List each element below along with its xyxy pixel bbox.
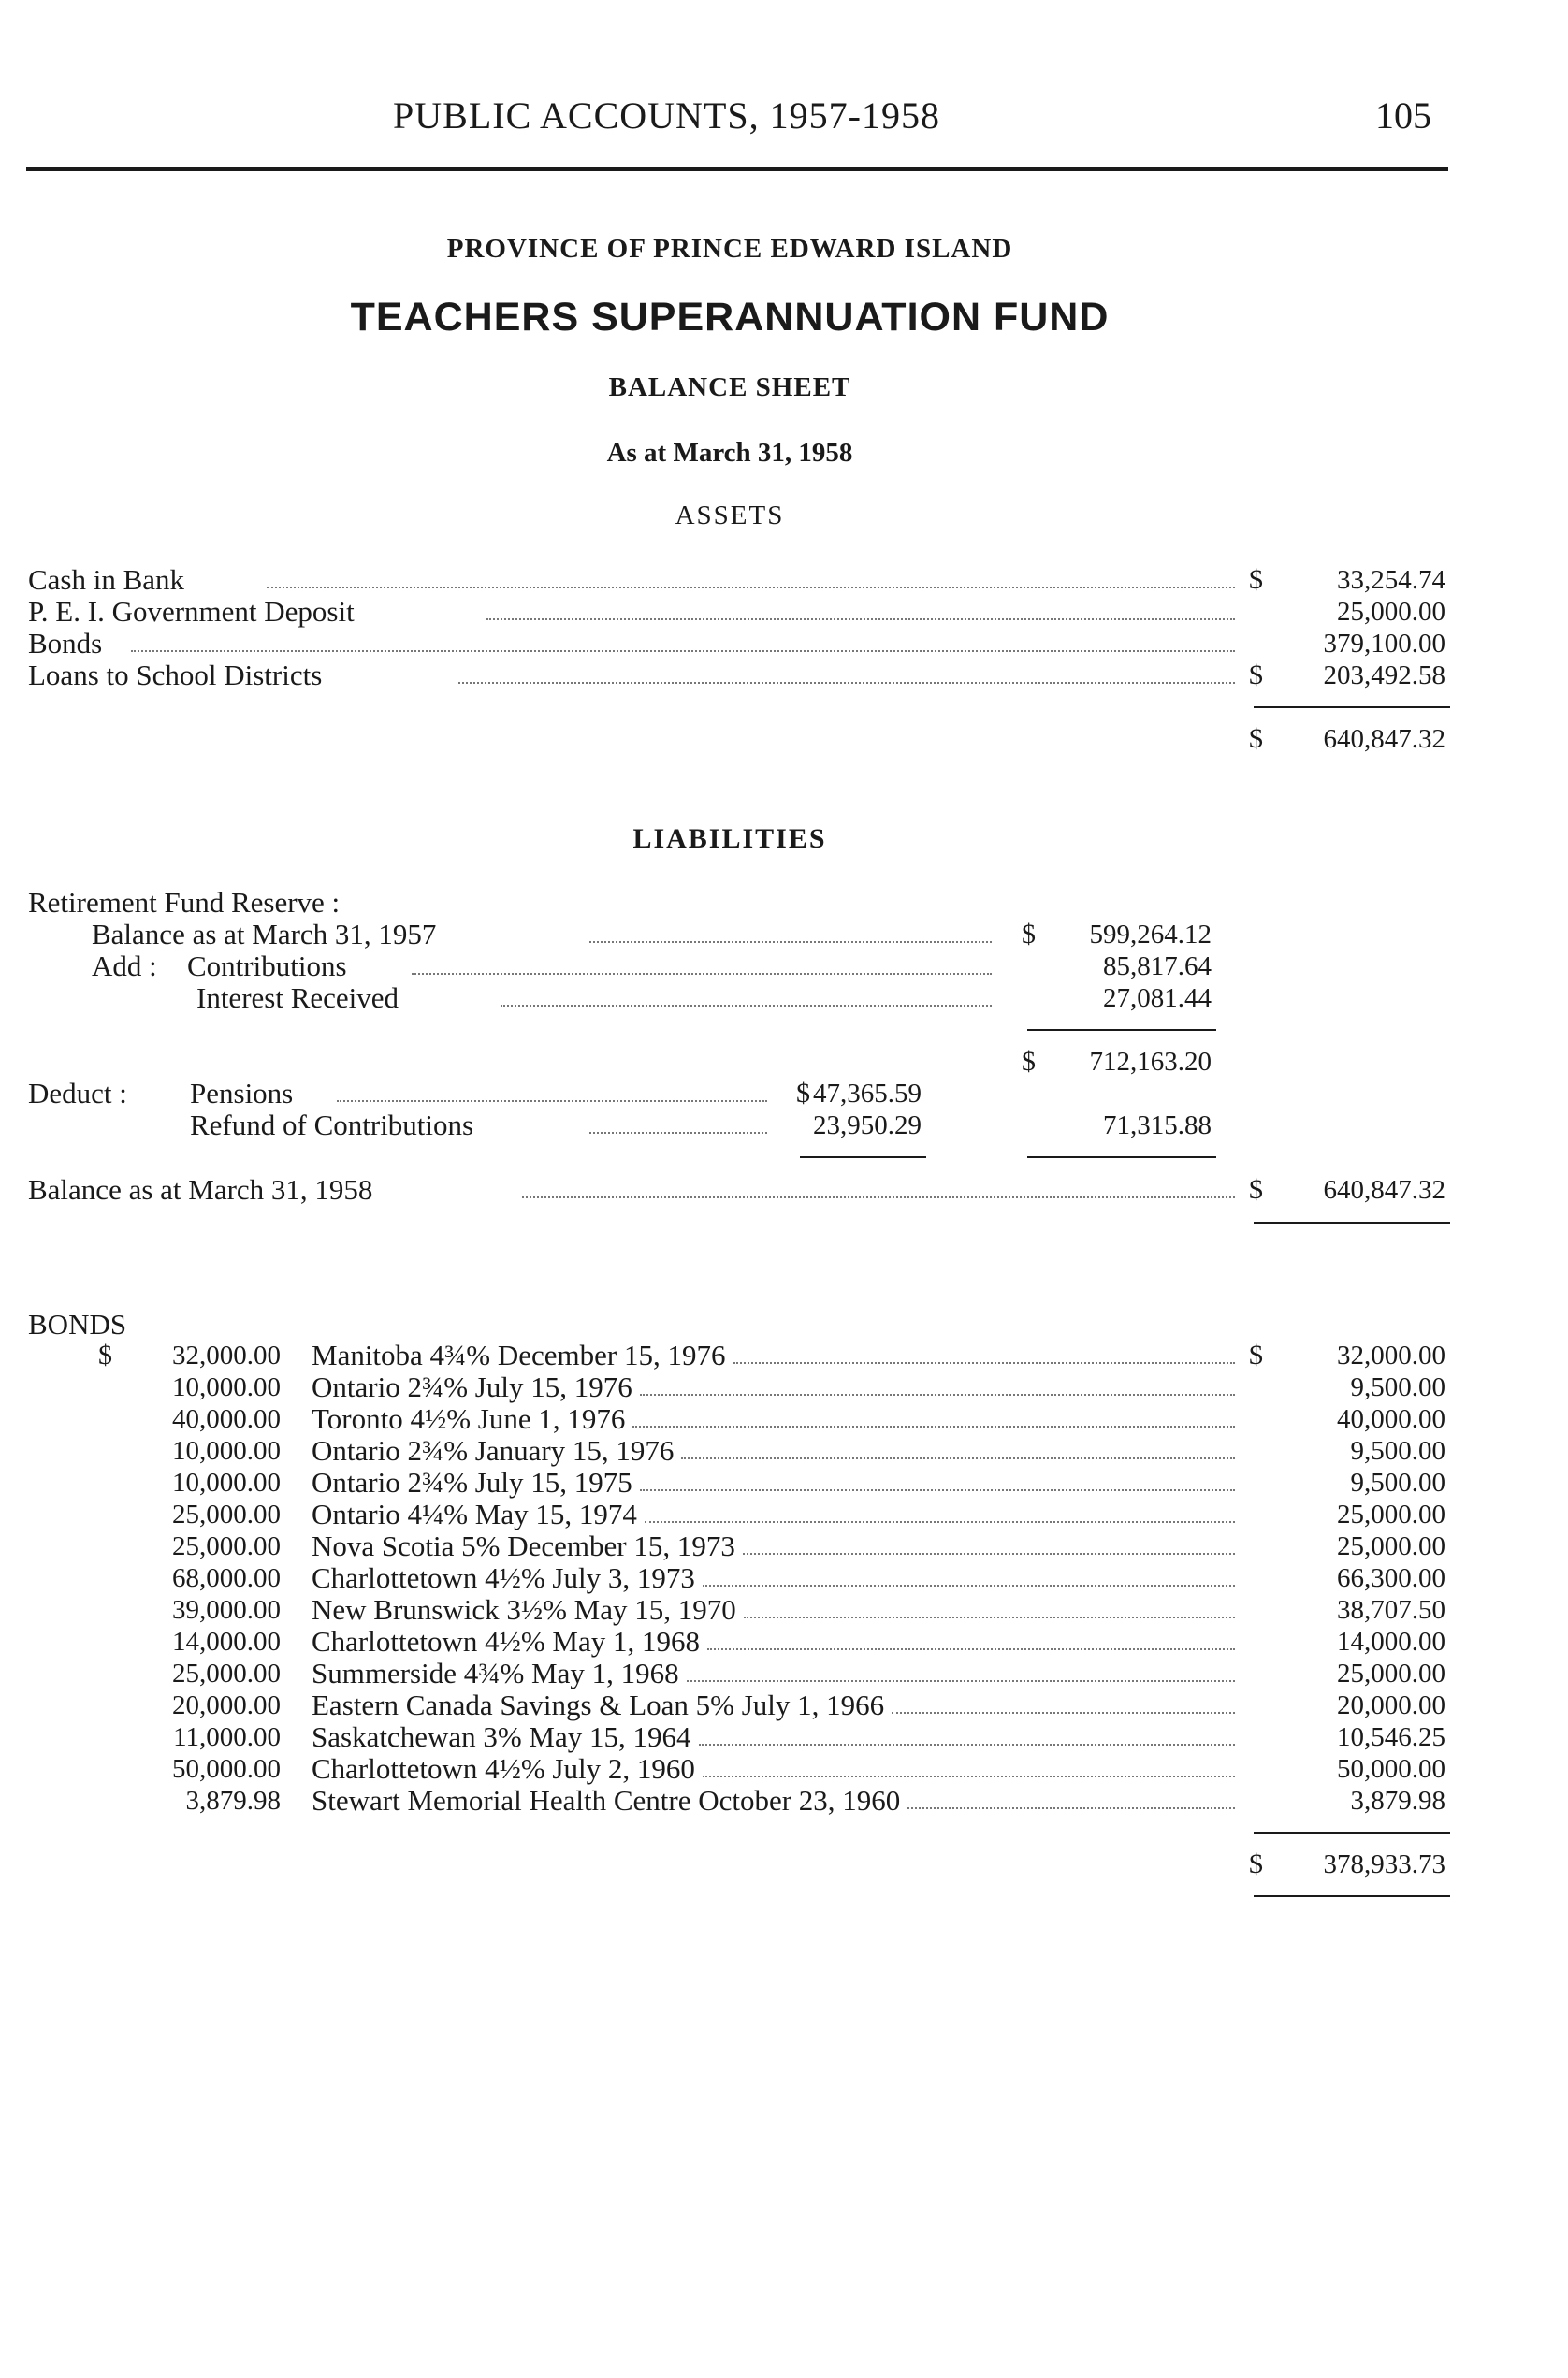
asset-amount: 25,000.00 — [1337, 597, 1445, 627]
deductions-total: 71,315.88 — [1103, 1110, 1212, 1140]
bond-description: Manitoba 4¾% December 15, 1976 — [312, 1339, 726, 1371]
as-at-date: As at March 31, 1958 — [606, 438, 853, 468]
page-number: 105 — [1375, 94, 1431, 137]
pensions-label: Pensions — [190, 1077, 294, 1109]
add-label: Add : — [92, 950, 157, 982]
bond-row — [0, 1721, 1568, 1753]
currency-sign: $ — [1249, 1340, 1263, 1370]
leader-dots — [632, 1426, 1235, 1428]
bond-row — [0, 1340, 1568, 1371]
asset-row — [0, 596, 1568, 628]
asset-label: Loans to School Districts — [28, 659, 323, 691]
interest-row — [0, 982, 1568, 1014]
subtotal-rule — [1254, 706, 1450, 708]
assets-total: 640,847.32 — [1323, 724, 1445, 754]
bond-row — [0, 1435, 1568, 1467]
total-rule — [1254, 1222, 1450, 1224]
bond-face-value: 68,000.00 — [172, 1563, 281, 1593]
balance-1957-amount: 599,264.12 — [1089, 920, 1212, 950]
bond-book-value: 14,000.00 — [1337, 1627, 1445, 1657]
leader-dots — [412, 973, 992, 975]
pensions-amount: 47,365.59 — [813, 1079, 922, 1109]
refund-row — [0, 1109, 1568, 1141]
leader-dots — [733, 1362, 1235, 1364]
leader-dots — [681, 1457, 1235, 1459]
leader-dots — [707, 1648, 1235, 1650]
subtotal-rule — [1027, 1156, 1216, 1158]
bond-book-value: 20,000.00 — [1337, 1690, 1445, 1720]
bond-book-value: 38,707.50 — [1337, 1595, 1445, 1625]
bond-row — [0, 1562, 1568, 1594]
bond-description: Ontario 2¾% July 15, 1976 — [312, 1370, 632, 1403]
bond-row — [0, 1371, 1568, 1403]
bond-face-value: 25,000.00 — [172, 1500, 281, 1530]
bond-description: Toronto 4½% June 1, 1976 — [312, 1402, 626, 1435]
interest-amount: 27,081.44 — [1103, 983, 1212, 1013]
assets-total-row — [0, 723, 1568, 755]
asset-label: P. E. I. Government Deposit — [28, 595, 355, 628]
currency-sign: $ — [1022, 1046, 1036, 1077]
balance-1957-label: Balance as at March 31, 1957 — [92, 918, 437, 950]
bond-face-value: 32,000.00 — [172, 1341, 281, 1370]
bond-face-value: 14,000.00 — [172, 1627, 281, 1657]
currency-sign: $ — [98, 1340, 112, 1370]
currency-sign: $ — [1249, 723, 1263, 754]
deduct-label: Deduct : — [28, 1077, 127, 1109]
leader-dots — [640, 1394, 1235, 1396]
asset-label: Bonds — [28, 627, 103, 660]
asset-amount: 203,492.58 — [1323, 660, 1445, 690]
leader-dots — [589, 941, 992, 943]
leader-dots — [522, 1196, 1235, 1198]
bond-row — [0, 1626, 1568, 1658]
leader-dots — [699, 1744, 1235, 1746]
liabilities-heading: LIABILITIES — [632, 823, 827, 854]
bond-book-value: 50,000.00 — [1337, 1754, 1445, 1784]
pensions-row — [0, 1078, 1568, 1109]
refund-label: Refund of Contributions — [190, 1109, 474, 1141]
bond-book-value: 9,500.00 — [1350, 1468, 1445, 1498]
contributions-row — [0, 950, 1568, 982]
bond-book-value: 9,500.00 — [1350, 1436, 1445, 1466]
bond-row — [0, 1403, 1568, 1435]
bond-description: Saskatchewan 3% May 15, 1964 — [312, 1720, 691, 1753]
bond-description: Nova Scotia 5% December 15, 1973 — [312, 1530, 735, 1562]
leader-dots — [640, 1489, 1235, 1491]
bond-description: Summerside 4¾% May 1, 1968 — [312, 1657, 679, 1689]
province-title: PROVINCE OF PRINCE EDWARD ISLAND — [446, 234, 1013, 264]
leader-dots — [458, 682, 1235, 684]
reserve-label-row — [0, 887, 1568, 919]
currency-sign: $ — [1249, 1174, 1263, 1205]
bond-row — [0, 1785, 1568, 1817]
header-rule — [26, 167, 1448, 171]
bond-face-value: 25,000.00 — [172, 1659, 281, 1689]
fund-title: TEACHERS SUPERANNUATION FUND — [350, 295, 1110, 340]
bond-book-value: 25,000.00 — [1337, 1659, 1445, 1689]
leader-dots — [892, 1712, 1235, 1714]
bond-description: Stewart Memorial Health Centre October 23, 1960 — [312, 1784, 901, 1817]
leader-dots — [687, 1680, 1235, 1682]
subtotal-rule — [1027, 1029, 1216, 1031]
interest-label: Interest Received — [196, 981, 399, 1014]
bond-face-value: 40,000.00 — [172, 1404, 281, 1434]
leader-dots — [703, 1585, 1235, 1587]
asset-label: Cash in Bank — [28, 563, 185, 596]
bond-face-value: 50,000.00 — [172, 1754, 281, 1784]
bond-description: Eastern Canada Savings & Loan 5% July 1, 1966 — [312, 1689, 885, 1721]
bond-book-value: 40,000.00 — [1337, 1404, 1445, 1434]
bond-face-value: 39,000.00 — [172, 1595, 281, 1625]
bond-description: Charlottetown 4½% May 1, 1968 — [312, 1625, 701, 1658]
leader-dots — [743, 1553, 1235, 1555]
bond-face-value: 3,879.98 — [185, 1786, 281, 1816]
bond-face-value: 11,000.00 — [173, 1722, 281, 1752]
leader-dots — [645, 1521, 1235, 1523]
bond-row — [0, 1594, 1568, 1626]
leader-dots — [744, 1617, 1235, 1618]
asset-row — [0, 628, 1568, 660]
bond-row — [0, 1530, 1568, 1562]
bonds-total: 378,933.73 — [1323, 1849, 1445, 1879]
subtotal-rule — [800, 1156, 926, 1158]
bond-book-value: 25,000.00 — [1337, 1500, 1445, 1530]
contributions-label: Contributions — [187, 950, 347, 982]
bond-book-value: 3,879.98 — [1350, 1786, 1445, 1816]
leader-dots — [131, 650, 1235, 652]
leader-dots — [501, 1005, 992, 1007]
bond-face-value: 10,000.00 — [172, 1372, 281, 1402]
bond-book-value: 32,000.00 — [1337, 1341, 1445, 1370]
bond-face-value: 25,000.00 — [172, 1531, 281, 1561]
bond-face-value: 10,000.00 — [172, 1468, 281, 1498]
bond-description: Charlottetown 4½% July 2, 1960 — [312, 1752, 695, 1785]
bond-row — [0, 1753, 1568, 1785]
currency-sign: $ — [1022, 919, 1036, 950]
bond-book-value: 9,500.00 — [1350, 1372, 1445, 1402]
bond-description: New Brunswick 3½% May 15, 1970 — [312, 1593, 736, 1626]
balance-1958-amount: 640,847.32 — [1323, 1175, 1445, 1205]
asset-amount: 379,100.00 — [1323, 629, 1445, 659]
balance-1958-label: Balance as at March 31, 1958 — [28, 1173, 373, 1206]
refund-amount: 23,950.29 — [813, 1110, 922, 1140]
leader-dots — [486, 618, 1235, 620]
currency-sign: $ — [796, 1078, 810, 1109]
asset-amount: 33,254.74 — [1337, 565, 1445, 595]
bond-row — [0, 1467, 1568, 1499]
subtotal-rule — [1254, 1832, 1450, 1834]
running-head: PUBLIC ACCOUNTS, 1957-1958 — [393, 94, 940, 137]
bond-book-value: 66,300.00 — [1337, 1563, 1445, 1593]
leader-dots — [703, 1776, 1235, 1777]
sheet-title: BALANCE SHEET — [608, 372, 851, 402]
reserve-subtotal-row — [0, 1046, 1568, 1078]
currency-sign: $ — [1249, 1849, 1263, 1879]
bond-description: Charlottetown 4½% July 3, 1973 — [312, 1561, 695, 1594]
leader-dots — [337, 1100, 767, 1102]
bond-face-value: 10,000.00 — [172, 1436, 281, 1466]
currency-sign: $ — [1249, 660, 1263, 690]
bonds-total-row — [0, 1849, 1568, 1880]
bond-description: Ontario 4¼% May 15, 1974 — [312, 1498, 637, 1530]
leader-dots — [267, 587, 1235, 588]
leader-dots — [589, 1132, 767, 1134]
bonds-heading: BONDS — [28, 1308, 127, 1341]
bond-row — [0, 1499, 1568, 1530]
asset-row — [0, 660, 1568, 691]
currency-sign: $ — [1249, 564, 1263, 595]
balance-1957-row — [0, 919, 1568, 950]
leader-dots — [907, 1807, 1235, 1809]
total-rule — [1254, 1895, 1450, 1897]
bond-description: Ontario 2¾% January 15, 1976 — [312, 1434, 675, 1467]
bond-book-value: 10,546.25 — [1337, 1722, 1445, 1752]
reserve-label: Retirement Fund Reserve : — [28, 886, 341, 919]
bond-book-value: 25,000.00 — [1337, 1531, 1445, 1561]
bond-description: Ontario 2¾% July 15, 1975 — [312, 1466, 632, 1499]
reserve-subtotal: 712,163.20 — [1089, 1047, 1212, 1077]
balance-1958-row — [0, 1174, 1568, 1206]
contributions-amount: 85,817.64 — [1103, 951, 1212, 981]
asset-row — [0, 564, 1568, 596]
bond-row — [0, 1689, 1568, 1721]
assets-heading: ASSETS — [675, 500, 785, 530]
bond-face-value: 20,000.00 — [172, 1690, 281, 1720]
bond-row — [0, 1658, 1568, 1689]
